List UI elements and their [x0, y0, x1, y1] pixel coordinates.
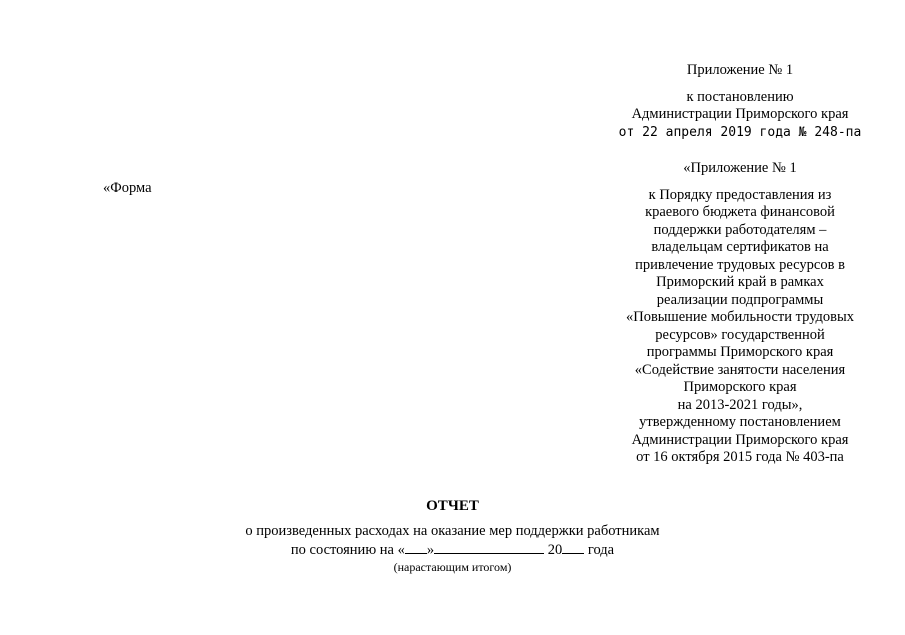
inner-appendix-line: Администрации Приморского края [631, 431, 849, 448]
report-subtitle: о произведенных расходах на оказание мер поддержки работникам [245, 523, 660, 539]
inner-appendix-line: к Порядку предоставления из [648, 186, 832, 203]
report-note: (нарастающим итогом) [393, 560, 512, 574]
date-suffix: года [587, 541, 615, 558]
year-blank [562, 541, 584, 554]
inner-appendix-lines [580, 187, 900, 467]
inner-appendix-block [580, 160, 900, 467]
to-resolution: к постановлению [686, 88, 794, 105]
inner-appendix-line: поддержки работодателям – [653, 221, 827, 238]
date-prefix: по состоянию на « [290, 541, 405, 558]
report-title: ОТЧЕТ [426, 498, 479, 514]
inner-appendix-line: «Содействие занятости населения [634, 361, 846, 378]
inner-appendix-line: реализации подпрограммы [656, 291, 824, 308]
date-mid: » [426, 541, 435, 558]
inner-appendix-line: утвержденному постановлением [639, 414, 841, 430]
inner-appendix-line: владельцам сертификатов на [651, 239, 829, 255]
form-label: «Форма [103, 180, 152, 196]
report-date-line [0, 541, 905, 560]
inner-appendix-line: на 2013-2021 годы», [677, 396, 803, 413]
inner-appendix-line: от 16 октября 2015 года № 403-па [636, 449, 844, 465]
year-prefix: 20 [547, 541, 563, 558]
header-block [580, 62, 900, 141]
report-body [0, 523, 905, 577]
administration-name: Администрации Приморского края [631, 106, 849, 122]
inner-appendix-line: Приморский край в рамках [656, 274, 824, 290]
inner-appendix-line: ресурсов» государственной [655, 326, 825, 343]
inner-appendix-line: Приморского края [683, 379, 797, 395]
inner-appendix-line: привлечение трудовых ресурсов в [635, 256, 845, 273]
inner-appendix-line: программы Приморского края [646, 344, 834, 360]
appendix-title: Приложение № 1 [686, 62, 794, 78]
month-blank [434, 541, 544, 554]
inner-appendix-title: «Приложение № 1 [683, 160, 797, 176]
resolution-date-number: от 22 апреля 2019 года № 248-па [618, 124, 862, 140]
inner-appendix-line: «Повышение мобильности трудовых [625, 309, 855, 325]
day-blank [405, 541, 427, 554]
inner-appendix-line: краевого бюджета финансовой [645, 204, 835, 220]
